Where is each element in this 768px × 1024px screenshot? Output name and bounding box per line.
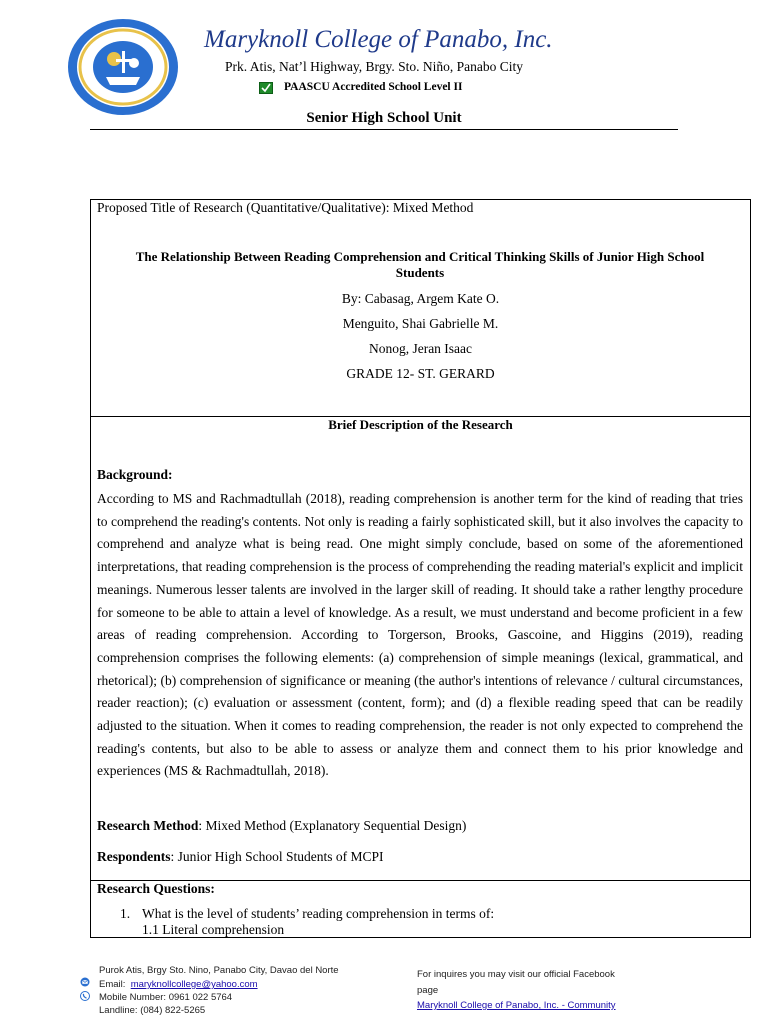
footer-facebook-line-1: For inquires you may visit our official Facebook [417, 969, 615, 980]
footer-email-link[interactable]: maryknollcollege@yahoo.com [130, 979, 258, 990]
school-seal-icon [66, 17, 180, 117]
email-icon [80, 977, 90, 987]
proposed-title-line: Proposed Title of Research (Quantitative/Qualitative): Mixed Method [97, 200, 474, 215]
author-1: By: Cabasag, Argem Kate O. [341, 291, 500, 306]
footer-email-label: Email: [99, 979, 126, 990]
title-cell [90, 199, 751, 417]
phone-icon [80, 991, 90, 1001]
respondents-value: : Junior High School Students of MCPI [170, 849, 384, 864]
research-title: The Relationship Between Reading Comprehension and Critical Thinking Skills of Junior High School Students [135, 249, 705, 280]
background-paragraph: According to MS and Rachmadtullah (2018), reading comprehension is another term for the kind of reading that tries to comprehend the reading's contents. Not only is reading a fairly sophisticated skill, but it also involves the capacity to comprehend and analyze what is being read. One might simply conclude, based on some of the aforementioned interpretations, that reading comprehension is the process of comprehending the reading material's explicit and implicit meanings. Numerous lesser talents are involved in the larger skill of reading. It should take a rather lengthy procedure for someone to be able to attain a level of knowledge. As a result, we must understand and become proficient in a few areas of reading comprehension. According to Torgerson, Brooks, Gascoine, and Higgins (2019), reading comprehension comprises the following elements: (a) comprehension of simple meanings (lexical, grammatical, and rhetorical); (b) comprehension of significance or meaning (the author's intentions of relevance / cultural circumstances, reader reaction); (c) evaluation or assessment (content, form); and (d) a flexible reading speed that can be readily adjusted to the situation. When it comes to reading comprehension, the reader is not only expected to comprehend the reading's contents, but also to be able to assess or analyze them and connect them to his prior knowledge and experiences (MS & Rachmadtullah, 2018). [97, 491, 743, 779]
header-divider [90, 129, 678, 130]
school-address: Prk. Atis, Nat’l Highway, Brgy. Sto. Niño, Panabo City [225, 59, 524, 74]
research-method [97, 818, 466, 834]
question-1: What is the level of students’ reading comprehension in terms of: [142, 906, 495, 921]
school-name: Maryknoll College of Panabo, Inc. [204, 26, 553, 53]
background-heading: Background: [97, 467, 173, 482]
unit-title: Senior High School Unit [306, 110, 462, 126]
footer-facebook-link[interactable]: Maryknoll College of Panabo, Inc. - Community [417, 1000, 616, 1011]
brief-description-heading: Brief Description of the Research [328, 417, 513, 432]
accreditation-text: PAASCU Accredited School Level II [284, 81, 463, 93]
author-2: Menguito, Shai Gabrielle M. [342, 316, 499, 331]
question-1-sub-1: 1.1 Literal comprehension [142, 922, 285, 937]
question-1-number: 1. [120, 906, 131, 921]
research-questions-heading: Research Questions: [97, 881, 215, 896]
footer-email [99, 979, 258, 990]
research-method-value: : Mixed Method (Explanatory Sequential Design) [198, 818, 467, 833]
paascu-check-icon [259, 82, 273, 94]
footer-mobile: Mobile Number: 0961 022 5764 [99, 992, 233, 1003]
footer-facebook-line-2: page [417, 985, 439, 996]
footer-address: Purok Atis, Brgy Sto. Nino, Panabo City, Davao del Norte [99, 965, 339, 976]
respondents [97, 849, 384, 865]
respondents-label: Respondents [97, 849, 171, 864]
grade-section: GRADE 12- ST. GERARD [346, 366, 495, 381]
research-method-label: Research Method [97, 818, 199, 833]
author-3: Nonog, Jeran Isaac [368, 341, 473, 356]
footer-landline: Landline: (084) 822-5265 [99, 1005, 206, 1016]
